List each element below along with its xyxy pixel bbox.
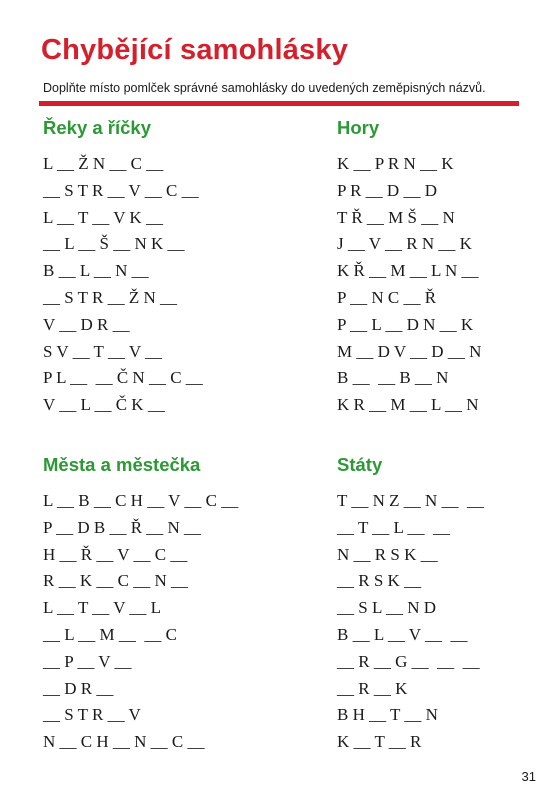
exercise-item[interactable]: T __ N Z __ N __ __ — [337, 491, 485, 510]
exercise-item[interactable]: K R __ M __ L __ N — [337, 395, 479, 415]
exercise-item[interactable]: P __ D B __ Ř __ N __ — [43, 517, 202, 537]
exercise-item[interactable]: __ P __ V __ — [43, 651, 132, 671]
exercise-item[interactable]: L __ T __ V __ L — [43, 598, 162, 618]
exercise-item[interactable]: N __ C H __ N __ C __ — [43, 732, 205, 752]
section-title-states: Státy — [337, 454, 383, 475]
exercise-item[interactable]: __ S T R __ V — [43, 705, 141, 725]
exercise-item[interactable]: __ S T R __ Ž N __ — [43, 287, 177, 307]
page-number: 31 — [521, 769, 536, 784]
section-states — [337, 451, 560, 756]
exercise-item[interactable]: L __ Ž N __ C __ — [43, 154, 164, 173]
exercise-item[interactable]: K __ P R N __ K — [337, 154, 454, 173]
exercise-item[interactable]: H __ Ř __ V __ C __ — [43, 544, 188, 564]
page-title: Chybějící samohlásky — [41, 34, 349, 66]
exercise-item[interactable]: K __ T __ R — [337, 732, 422, 752]
exercise-item[interactable]: M __ D V __ D __ N — [337, 341, 482, 361]
exercise-item[interactable]: L __ T __ V K __ — [43, 207, 163, 227]
exercise-item[interactable]: P __ N C __ Ř — [337, 287, 437, 307]
exercise-item[interactable]: B H __ T __ N — [337, 705, 438, 725]
exercise-item[interactable]: J __ V __ R N __ K — [337, 234, 472, 254]
exercise-item[interactable]: N __ R S K __ — [337, 544, 438, 564]
exercise-item[interactable]: B __ L __ V __ __ — [337, 624, 468, 644]
exercise-item[interactable]: B __ L __ N __ — [43, 261, 149, 281]
exercise-item[interactable]: __ R S K __ — [337, 571, 422, 591]
exercise-item[interactable]: __ R __ K — [337, 678, 408, 698]
exercise-item[interactable]: __ S L __ N D — [337, 598, 437, 618]
section-towns — [43, 451, 283, 756]
exercise-item[interactable]: __ T __ L __ __ — [337, 517, 451, 537]
exercise-item[interactable]: R __ K __ C __ N __ — [43, 571, 188, 591]
exercise-item[interactable]: P __ L __ D N __ K — [337, 314, 474, 334]
towns-list — [43, 488, 283, 756]
exercise-item[interactable]: __ L __ Š __ N K __ — [43, 234, 185, 254]
exercise-item[interactable]: P R __ D __ D — [337, 180, 437, 200]
exercise-item[interactable]: P L __ __ Č N __ C __ — [43, 368, 203, 388]
exercise-item[interactable]: B __ __ B __ N — [337, 368, 449, 388]
mountains-list — [337, 151, 560, 419]
exercise-item[interactable]: K Ř __ M __ L N __ — [337, 261, 479, 281]
exercise-item[interactable]: L __ B __ C H __ V __ C __ — [43, 491, 239, 510]
exercise-item[interactable]: V __ D R __ — [43, 314, 130, 334]
title-divider — [39, 101, 519, 106]
section-title-towns: Města a městečka — [43, 454, 201, 475]
exercise-item[interactable]: V __ L __ Č K __ — [43, 395, 165, 415]
exercise-item[interactable]: S V __ T __ V __ — [43, 341, 163, 361]
exercise-item[interactable]: T Ř __ M Š __ N — [337, 207, 455, 227]
states-list — [337, 488, 560, 756]
section-title-rivers: Řeky a říčky — [43, 117, 152, 138]
section-title-mountains: Hory — [337, 117, 380, 138]
exercise-item[interactable]: __ R __ G __ __ __ — [337, 651, 480, 671]
exercise-item[interactable]: __ S T R __ V __ C __ — [43, 180, 199, 200]
section-mountains — [337, 114, 560, 419]
exercise-item[interactable]: __ L __ M __ __ C — [43, 624, 177, 644]
exercise-item[interactable]: __ D R __ — [43, 678, 114, 698]
rivers-list — [43, 151, 283, 419]
instruction-text: Doplňte místo pomlček správné samohlásky do uvedených zeměpisných názvů. — [43, 81, 486, 95]
section-rivers — [43, 114, 283, 419]
